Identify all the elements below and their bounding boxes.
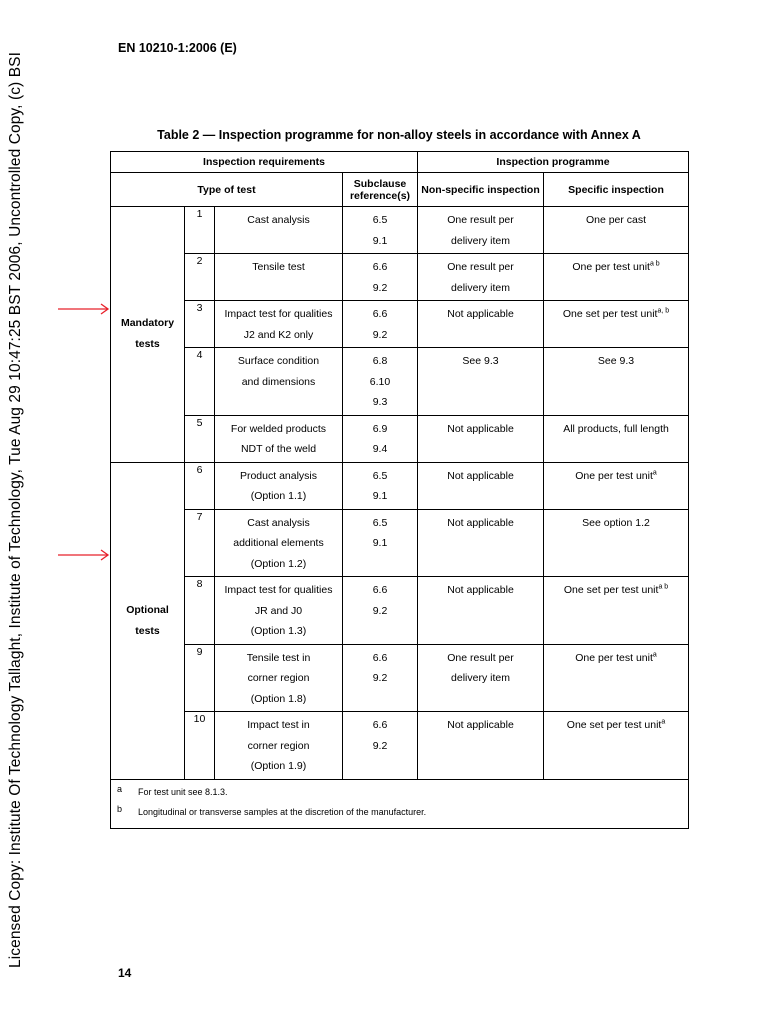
non-specific-inspection-lines xyxy=(418,254,543,300)
type-of-test-line: (Option 1.8) xyxy=(250,692,307,705)
type-of-test-line: Impact test for qualities xyxy=(224,308,333,320)
non-specific-inspection-line: One result per xyxy=(447,214,514,226)
non-specific-inspection-line: delivery item xyxy=(451,672,510,684)
subclause-reference-line: 6.5 xyxy=(372,469,388,482)
subclause-reference-lines xyxy=(343,254,417,300)
non-specific-inspection-line: Not applicable xyxy=(447,469,514,482)
table-body xyxy=(111,207,689,780)
header-specific-inspection: Specific inspection xyxy=(544,173,689,207)
footnote-reference: a xyxy=(652,651,657,658)
type-of-test xyxy=(215,254,343,301)
type-of-test-line: Tensile test in xyxy=(246,651,311,664)
specific-inspection-lines xyxy=(544,416,688,442)
specific-inspection-line xyxy=(544,648,688,669)
subclause-reference-lines xyxy=(343,463,417,509)
footnote-reference: a xyxy=(652,469,657,476)
specific-inspection-line xyxy=(544,210,688,231)
type-of-test-lines xyxy=(215,577,342,644)
specific-inspection-text: One set per test unit xyxy=(562,308,658,320)
non-specific-inspection xyxy=(418,712,544,780)
type-of-test-line: Cast analysis xyxy=(247,516,310,529)
type-of-test xyxy=(215,348,343,416)
subclause-reference-line: 6.6 xyxy=(372,584,388,596)
specific-inspection-text: See 9.3 xyxy=(597,355,635,367)
specific-inspection-lines xyxy=(544,577,688,603)
non-specific-inspection-lines xyxy=(418,416,543,442)
non-specific-inspection-line: Not applicable xyxy=(447,308,514,320)
mandatory-arrow-icon xyxy=(58,303,110,315)
table-row xyxy=(111,577,689,645)
non-specific-inspection-line: Not applicable xyxy=(447,516,514,529)
specific-inspection-lines xyxy=(544,645,688,671)
test-number: 9 xyxy=(185,644,215,712)
subclause-reference-lines xyxy=(343,207,417,253)
group-mandatory-tests xyxy=(111,207,185,463)
subclause-reference-line: 6.10 xyxy=(369,375,391,388)
table-row xyxy=(111,207,689,254)
type-of-test-line: additional elements xyxy=(233,537,324,549)
type-of-test-lines xyxy=(215,254,342,280)
subclause-reference xyxy=(343,712,418,780)
non-specific-inspection xyxy=(418,254,544,301)
type-of-test-lines xyxy=(215,510,342,577)
specific-inspection xyxy=(544,348,689,416)
non-specific-inspection-line: One result per xyxy=(447,261,514,273)
group-label-line: tests xyxy=(135,624,160,637)
subclause-reference xyxy=(343,644,418,712)
type-of-test-lines xyxy=(215,348,342,394)
table-row xyxy=(111,254,689,301)
group-optional-tests xyxy=(111,462,185,779)
test-number: 4 xyxy=(185,348,215,416)
type-of-test-line: corner region xyxy=(247,672,310,684)
table-row xyxy=(111,415,689,462)
type-of-test-line: Product analysis xyxy=(239,469,318,482)
specific-inspection-line xyxy=(544,304,688,325)
subclause-reference-line: 9.2 xyxy=(372,739,388,752)
footnote-row xyxy=(111,779,689,828)
test-number: 6 xyxy=(185,462,215,509)
table-row xyxy=(111,712,689,780)
non-specific-inspection-line: delivery item xyxy=(451,234,510,247)
subclause-reference-lines xyxy=(343,510,417,556)
subclause-reference xyxy=(343,509,418,577)
footnote-text: Longitudinal or transverse samples at the discretion of the manufacturer. xyxy=(138,806,427,817)
table-row xyxy=(111,462,689,509)
type-of-test-lines xyxy=(215,463,342,509)
subclause-reference-line: 6.6 xyxy=(372,651,388,664)
non-specific-inspection xyxy=(418,644,544,712)
type-of-test xyxy=(215,207,343,254)
table-caption: Table 2 — Inspection programme for non-alloy steels in accordance with Annex A xyxy=(157,128,641,142)
footnote-a xyxy=(117,782,682,802)
type-of-test-lines xyxy=(215,712,342,779)
type-of-test-line: For welded products xyxy=(230,422,327,435)
subclause-reference-line: 6.9 xyxy=(372,422,388,435)
subclause-reference-lines xyxy=(343,348,417,415)
specific-inspection xyxy=(544,462,689,509)
type-of-test xyxy=(215,509,343,577)
non-specific-inspection xyxy=(418,577,544,645)
specific-inspection-lines xyxy=(544,348,688,374)
specific-inspection xyxy=(544,415,689,462)
subclause-reference-lines xyxy=(343,416,417,462)
subclause-reference-line: 6.5 xyxy=(372,214,388,226)
footnote-mark: a xyxy=(117,783,123,794)
type-of-test-lines xyxy=(215,207,342,233)
group-label-line: Optional xyxy=(126,603,169,616)
subclause-reference-lines xyxy=(343,712,417,758)
non-specific-inspection-lines xyxy=(418,207,543,253)
subclause-reference-lines xyxy=(343,301,417,347)
specific-inspection-text: One set per test unit xyxy=(563,584,659,596)
specific-inspection-text: One per cast xyxy=(585,214,647,226)
footnote-text: For test unit see 8.1.3. xyxy=(138,786,228,797)
non-specific-inspection xyxy=(418,207,544,254)
non-specific-inspection xyxy=(418,415,544,462)
specific-inspection xyxy=(544,254,689,301)
non-specific-inspection-line: Not applicable xyxy=(447,584,514,596)
type-of-test xyxy=(215,577,343,645)
footnote-reference: a, b xyxy=(657,307,670,315)
non-specific-inspection-lines xyxy=(418,348,543,374)
subclause-reference xyxy=(343,348,418,416)
document-reference: EN 10210-1:2006 (E) xyxy=(118,41,237,55)
header-subclause-reference: Subclause reference(s) xyxy=(343,173,418,207)
type-of-test-line: (Option 1.3) xyxy=(250,625,307,637)
type-of-test-line: Impact test in xyxy=(247,719,310,731)
test-number: 5 xyxy=(185,415,215,462)
footnote-mark: b xyxy=(117,803,123,814)
type-of-test xyxy=(215,415,343,462)
specific-inspection-lines xyxy=(544,207,688,233)
license-watermark: Licensed Copy: Institute Of Technology Tallaght, Institute of Technology, Tue Aug 29 10:47:25 BST 2006, Uncontrolled Copy, (c) BSI xyxy=(7,51,24,968)
subclause-reference xyxy=(343,254,418,301)
subclause-reference-line: 6.5 xyxy=(372,516,388,529)
non-specific-inspection-lines xyxy=(418,510,543,536)
specific-inspection-line xyxy=(544,466,688,487)
footnote-reference: a xyxy=(661,718,666,726)
subclause-reference-line: 6.6 xyxy=(372,719,388,731)
subclause-reference xyxy=(343,207,418,254)
footnote-reference: a b xyxy=(649,260,660,268)
non-specific-inspection-line: Not applicable xyxy=(447,422,514,435)
table-row xyxy=(111,348,689,416)
header-inspection-requirements: Inspection requirements xyxy=(111,152,418,173)
non-specific-inspection-line: Not applicable xyxy=(447,719,514,731)
type-of-test-line: Impact test for qualities xyxy=(224,584,333,596)
non-specific-inspection-lines xyxy=(418,712,543,738)
subclause-reference-line: 9.1 xyxy=(372,537,388,549)
header-row-2 xyxy=(111,173,689,207)
subclause-reference-line: 6.6 xyxy=(372,261,388,273)
type-of-test-line: (Option 1.9) xyxy=(250,760,307,772)
test-number: 2 xyxy=(185,254,215,301)
specific-inspection-line xyxy=(544,513,688,534)
subclause-reference-line: 6.6 xyxy=(372,308,388,320)
subclause-reference-line: 6.8 xyxy=(372,355,388,367)
non-specific-inspection-lines xyxy=(418,577,543,603)
specific-inspection-line xyxy=(544,257,688,278)
table-row xyxy=(111,301,689,348)
non-specific-inspection xyxy=(418,348,544,416)
specific-inspection xyxy=(544,509,689,577)
header-inspection-programme: Inspection programme xyxy=(418,152,689,173)
non-specific-inspection xyxy=(418,509,544,577)
subclause-reference-line: 9.1 xyxy=(372,234,388,247)
non-specific-inspection-line: delivery item xyxy=(451,281,510,294)
test-number: 8 xyxy=(185,577,215,645)
specific-inspection xyxy=(544,644,689,712)
specific-inspection xyxy=(544,207,689,254)
type-of-test-lines xyxy=(215,301,342,347)
table-row xyxy=(111,509,689,577)
type-of-test xyxy=(215,301,343,348)
type-of-test-lines xyxy=(215,645,342,712)
header-row-1 xyxy=(111,152,689,173)
specific-inspection-text: All products, full length xyxy=(563,422,669,435)
subclause-reference xyxy=(343,415,418,462)
subclause-reference xyxy=(343,462,418,509)
subclause-reference-line: 9.2 xyxy=(372,281,388,294)
type-of-test xyxy=(215,712,343,780)
non-specific-inspection-lines xyxy=(418,645,543,691)
test-number: 7 xyxy=(185,509,215,577)
subclause-reference-line: 9.2 xyxy=(372,604,388,617)
non-specific-inspection xyxy=(418,462,544,509)
group-label-line: Mandatory xyxy=(120,317,175,330)
specific-inspection-text: One set per test unit xyxy=(566,719,662,731)
specific-inspection-lines xyxy=(544,301,688,327)
type-of-test xyxy=(215,462,343,509)
non-specific-inspection-lines xyxy=(418,463,543,489)
subclause-reference-line: 9.2 xyxy=(372,328,388,341)
inspection-table xyxy=(110,151,689,829)
test-number: 3 xyxy=(185,301,215,348)
specific-inspection-line xyxy=(544,351,688,372)
type-of-test-line: (Option 1.1) xyxy=(250,490,307,502)
test-number: 10 xyxy=(185,712,215,780)
specific-inspection-text: One per test unit xyxy=(572,261,650,273)
type-of-test-line: Tensile test xyxy=(252,261,305,273)
footnote-reference: a b xyxy=(658,583,669,591)
subclause-reference xyxy=(343,301,418,348)
subclause-reference xyxy=(343,577,418,645)
type-of-test-line: and dimensions xyxy=(241,375,316,388)
specific-inspection-line xyxy=(544,580,688,601)
specific-inspection-text: One per test unit xyxy=(575,651,653,664)
subclause-reference-line: 9.2 xyxy=(372,672,388,684)
footnote-b xyxy=(117,802,682,822)
non-specific-inspection-lines xyxy=(418,301,543,327)
type-of-test-lines xyxy=(215,416,342,462)
group-label-line: tests xyxy=(135,338,160,351)
type-of-test-line: corner region xyxy=(247,739,310,752)
type-of-test-line: Cast analysis xyxy=(247,214,310,226)
header-non-specific-inspection: Non-specific inspection xyxy=(418,173,544,207)
non-specific-inspection-line: One result per xyxy=(447,651,514,664)
specific-inspection xyxy=(544,301,689,348)
specific-inspection xyxy=(544,577,689,645)
type-of-test xyxy=(215,644,343,712)
specific-inspection-lines xyxy=(544,463,688,489)
specific-inspection-lines xyxy=(544,712,688,738)
specific-inspection xyxy=(544,712,689,780)
header-type-of-test: Type of test xyxy=(111,173,343,207)
test-number: 1 xyxy=(185,207,215,254)
type-of-test-line: J2 and K2 only xyxy=(243,328,314,341)
optional-arrow-icon xyxy=(58,549,110,561)
subclause-reference-line: 9.3 xyxy=(372,396,388,408)
page-number: 14 xyxy=(118,966,132,980)
type-of-test-line: NDT of the weld xyxy=(240,443,317,455)
subclause-reference-line: 9.4 xyxy=(372,443,388,455)
type-of-test-line: Surface condition xyxy=(237,355,320,367)
non-specific-inspection xyxy=(418,301,544,348)
subclause-reference-lines xyxy=(343,645,417,691)
non-specific-inspection-line: See 9.3 xyxy=(462,355,499,367)
subclause-reference-lines xyxy=(343,577,417,623)
specific-inspection-line xyxy=(544,419,688,440)
table-row xyxy=(111,644,689,712)
specific-inspection-text: One per test unit xyxy=(575,469,653,482)
type-of-test-line: JR and J0 xyxy=(254,604,303,617)
specific-inspection-line xyxy=(544,715,688,736)
subclause-reference-line: 9.1 xyxy=(372,490,388,502)
footnotes xyxy=(111,779,689,828)
type-of-test-line: (Option 1.2) xyxy=(250,557,307,570)
specific-inspection-lines xyxy=(544,510,688,536)
specific-inspection-lines xyxy=(544,254,688,280)
specific-inspection-text: See option 1.2 xyxy=(582,516,650,529)
